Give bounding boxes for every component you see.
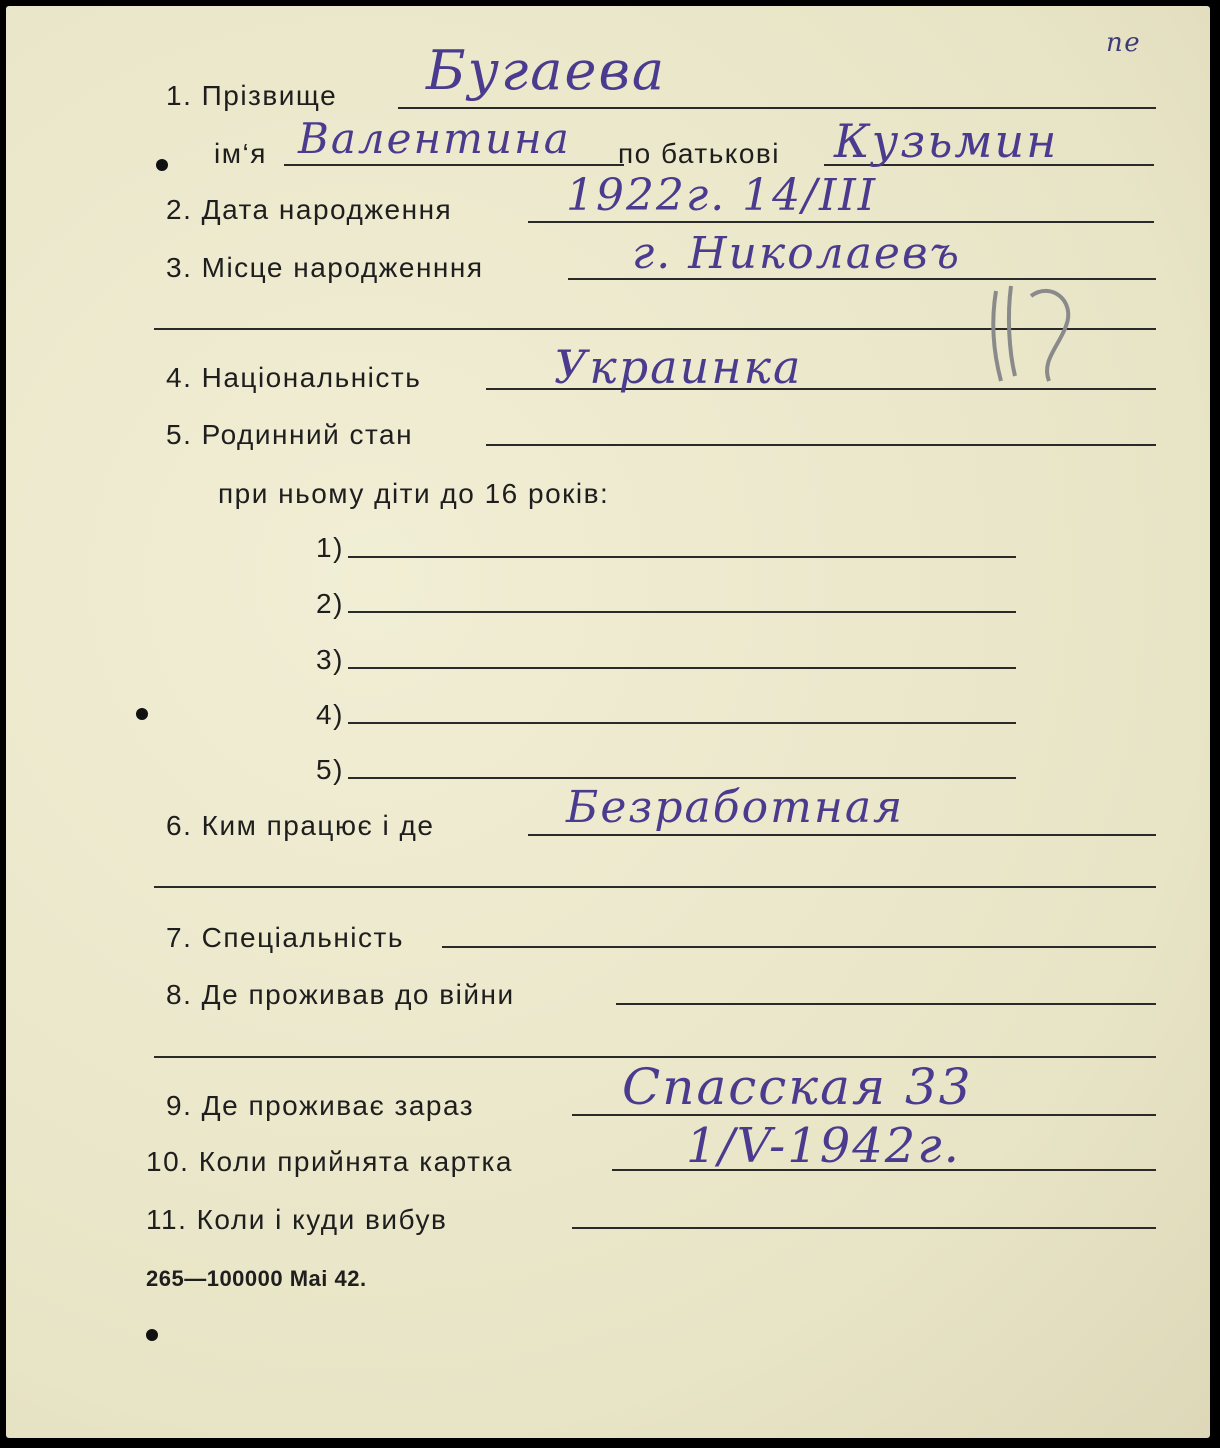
occupation-line-2 bbox=[154, 886, 1156, 888]
print-code: 265—100000 Mai 42. bbox=[146, 1266, 367, 1291]
patronymic-value: Кузьмин bbox=[834, 114, 1059, 168]
punch-hole bbox=[136, 708, 148, 720]
punch-hole bbox=[146, 1329, 158, 1341]
surname-value: Бугаева bbox=[426, 39, 667, 102]
child-3-line bbox=[348, 667, 1016, 669]
departure-label: 11. Коли і куди вибув bbox=[146, 1204, 448, 1235]
nationality-value: Украинка bbox=[554, 340, 803, 394]
child-5-line bbox=[348, 777, 1016, 779]
occupation-line bbox=[528, 834, 1156, 836]
corner-mark: пе bbox=[1106, 28, 1142, 58]
surname-line bbox=[398, 107, 1156, 109]
name-label: ім‘я bbox=[214, 138, 267, 169]
birth-place-value: г. Николаевъ bbox=[632, 228, 961, 279]
name-value: Валентина bbox=[298, 114, 571, 163]
current-residence-value: Спасская 33 bbox=[622, 1058, 973, 1116]
occupation-value: Безработная bbox=[566, 782, 905, 833]
nationality-label: 4. Національність bbox=[166, 362, 422, 393]
current-residence-label: 9. Де проживає зараз bbox=[166, 1090, 475, 1121]
marital-status-line bbox=[486, 444, 1156, 446]
birth-date-label: 2. Дата народження bbox=[166, 194, 453, 225]
departure-line bbox=[572, 1227, 1156, 1229]
specialty-line bbox=[442, 946, 1156, 948]
specialty-label: 7. Спеціальність bbox=[166, 922, 404, 953]
prewar-residence-line bbox=[616, 1003, 1156, 1005]
card-accepted-value: 1/V-1942г. bbox=[686, 1118, 961, 1174]
registration-card bbox=[6, 6, 1210, 1438]
child-1-line bbox=[348, 556, 1016, 558]
birth-date-value: 1922г. 14/III bbox=[566, 170, 878, 221]
birth-place-label: 3. Місце народженння bbox=[166, 252, 484, 283]
patronymic-label: по батькові bbox=[618, 138, 781, 169]
marital-status-label: 5. Родинний стан bbox=[166, 419, 414, 450]
child-3-label: 3) bbox=[316, 644, 344, 675]
prewar-residence-label: 8. Де проживав до війни bbox=[166, 979, 515, 1010]
birth-date-line bbox=[528, 221, 1154, 223]
child-2-line bbox=[348, 611, 1016, 613]
name-line bbox=[284, 164, 624, 166]
punch-hole bbox=[156, 159, 168, 171]
child-4-line bbox=[348, 722, 1016, 724]
occupation-label: 6. Ким працює і де bbox=[166, 810, 435, 841]
form bbox=[6, 6, 1210, 1438]
children-label: при ньому діти до 16 років: bbox=[218, 478, 610, 509]
surname-label: 1. Прізвище bbox=[166, 80, 338, 111]
child-1-label: 1) bbox=[316, 532, 344, 563]
child-4-label: 4) bbox=[316, 699, 344, 730]
child-5-label: 5) bbox=[316, 754, 344, 785]
pencil-mark bbox=[981, 271, 1091, 391]
card-accepted-label: 10. Коли прийнята картка bbox=[146, 1146, 513, 1177]
child-2-label: 2) bbox=[316, 588, 344, 619]
